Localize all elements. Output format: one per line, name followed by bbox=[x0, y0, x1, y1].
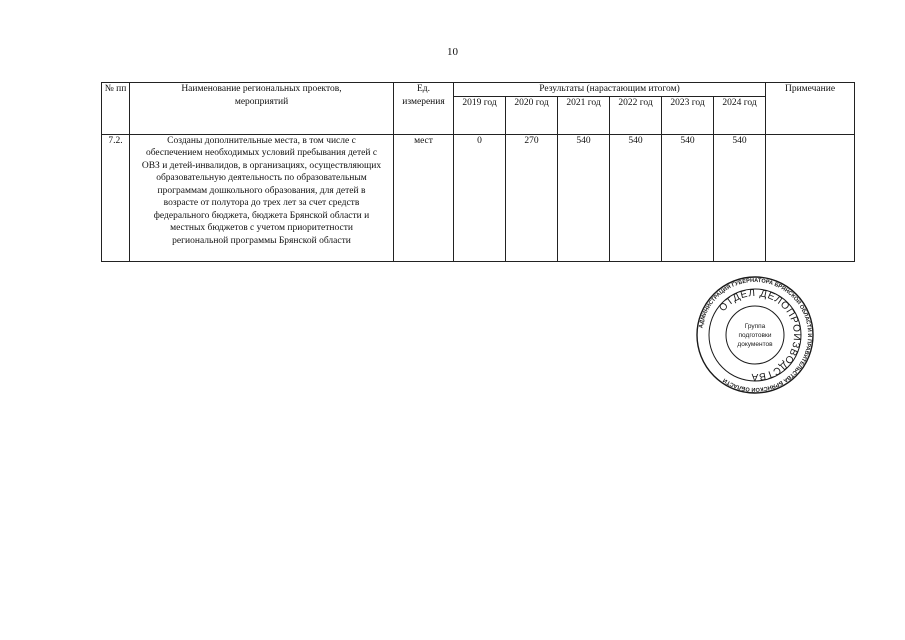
description-line: ОВЗ и детей-инвалидов, в организациях, осуществляющих bbox=[141, 160, 382, 171]
table-row bbox=[102, 134, 855, 261]
header-unit bbox=[394, 83, 454, 135]
header-name-line2: мероприятий bbox=[234, 96, 289, 107]
header-year: 2020 год bbox=[506, 96, 558, 134]
row-value-2024: 540 bbox=[714, 134, 766, 261]
row-unit: мест bbox=[394, 134, 454, 261]
row-value-2021: 540 bbox=[558, 134, 610, 261]
description-line: Созданы дополнительные места, в том числе с bbox=[167, 135, 356, 146]
stamp-outer-text: АДМИНИСТРАЦИЯ ГУБЕРНАТОРА БРЯНСКОЙ ОБЛАСТИ И ПРАВИТЕЛЬСТВА БРЯНСКОЙ ОБЛАСТИ bbox=[698, 277, 813, 393]
header-results: Результаты (нарастающим итогом) bbox=[454, 83, 766, 97]
header-name-line1: Наименование региональных проектов, bbox=[181, 84, 342, 94]
description-line: программам дошкольного образования, для детей в bbox=[157, 185, 366, 196]
department-stamp bbox=[696, 276, 814, 394]
description-line: местных бюджетов с учетом приоритетности bbox=[170, 223, 353, 233]
stamp-center-line: Группа bbox=[744, 323, 766, 330]
description-line: образовательную деятельность по образовательным bbox=[156, 173, 367, 183]
header-year: 2019 год bbox=[454, 96, 506, 134]
header-unit-line1: Ед. bbox=[416, 84, 430, 94]
row-value-2023: 540 bbox=[662, 134, 714, 261]
row-note bbox=[766, 134, 855, 261]
row-description bbox=[130, 134, 394, 261]
row-value-2022: 540 bbox=[610, 134, 662, 261]
description-line: возрасте от полутора до трех лет за счет средств bbox=[163, 198, 360, 208]
row-value-2020: 270 bbox=[506, 134, 558, 261]
description-line: региональной программы Брянской области bbox=[172, 235, 351, 246]
stamp-ring-text: ОТДЕЛ ДЕЛОПРОИЗВОДСТВА bbox=[717, 287, 803, 383]
stamp-center-line: документов bbox=[737, 341, 773, 348]
header-year: 2021 год bbox=[558, 96, 610, 134]
header-num: № пп bbox=[102, 83, 130, 135]
description-line: федерального бюджета, бюджета Брянской области и bbox=[153, 210, 370, 221]
header-note: Примечание bbox=[766, 83, 855, 135]
header-year: 2022 год bbox=[610, 96, 662, 134]
header-name bbox=[130, 83, 394, 135]
description-line: обеспечением необходимых условий пребывания детей с bbox=[145, 148, 378, 158]
page-number: 10 bbox=[447, 46, 458, 58]
row-value-2019: 0 bbox=[454, 134, 506, 261]
row-number: 7.2. bbox=[102, 134, 130, 261]
header-year: 2024 год bbox=[714, 96, 766, 134]
header-row-1 bbox=[102, 83, 855, 97]
header-year: 2023 год bbox=[662, 96, 714, 134]
results-table bbox=[101, 82, 855, 262]
stamp-center-line: подготовки bbox=[738, 332, 772, 339]
header-unit-line2: измерения bbox=[402, 96, 445, 107]
